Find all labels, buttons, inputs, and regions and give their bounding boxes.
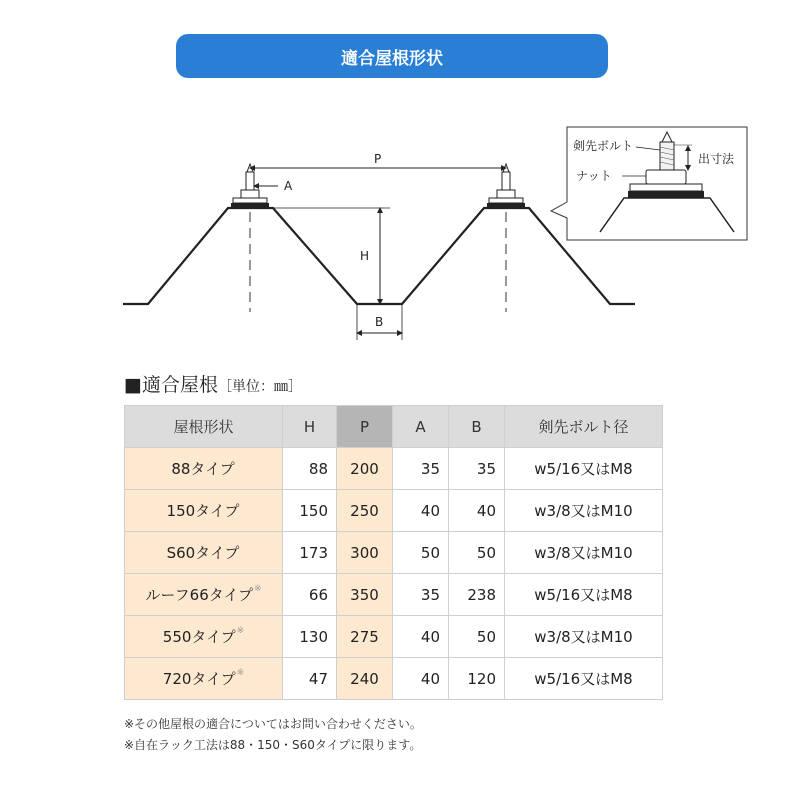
roof-type-cell-text: 88タイプ <box>171 460 235 478</box>
b-cell <box>449 490 505 532</box>
bolt-diameter-cell <box>505 448 663 490</box>
roof-type-cell-text: 550タイプ <box>162 628 236 646</box>
roof-profile-diagram <box>0 0 800 370</box>
b-cell-text: 120 <box>467 669 496 688</box>
footnote-mark: ※ <box>254 584 262 594</box>
b-cell <box>449 616 505 658</box>
h-cell <box>283 448 337 490</box>
header-roof-type: 屋根形状 <box>125 406 283 448</box>
p-cell <box>337 616 393 658</box>
dim-a-label: A <box>284 179 293 193</box>
bolt-diameter-cell-text: w3/8又はM10 <box>534 628 633 646</box>
a-cell <box>393 574 449 616</box>
b-cell <box>449 658 505 700</box>
table-row <box>125 658 663 700</box>
h-cell <box>283 658 337 700</box>
bolt-diameter-cell <box>505 616 663 658</box>
table-row <box>125 448 663 490</box>
h-cell-text: 66 <box>308 585 328 604</box>
b-cell-text: 35 <box>476 459 496 478</box>
bolt-right <box>487 164 525 207</box>
section-unit: ［単位：㎜］ <box>217 379 302 395</box>
roof-type-cell-text: 720タイプ <box>162 670 236 688</box>
dim-p-label: P <box>374 152 382 166</box>
b-cell <box>449 448 505 490</box>
a-cell <box>393 616 449 658</box>
h-cell <box>283 490 337 532</box>
b-cell-text: 40 <box>476 501 496 520</box>
compatible-roof-table <box>124 405 663 700</box>
p-cell-text: 300 <box>350 543 379 562</box>
table-row <box>125 490 663 532</box>
dim-h-label: H <box>360 249 370 263</box>
bolt-diameter-cell <box>505 532 663 574</box>
table-row <box>125 532 663 574</box>
banner-title: 適合屋根形状 <box>341 48 443 69</box>
bolt-diameter-cell-text: w5/16又はM8 <box>534 586 633 604</box>
roof-type-cell <box>125 616 283 658</box>
h-cell-text: 150 <box>299 501 328 520</box>
section-title <box>124 370 302 397</box>
section-title-text: ■適合屋根 <box>124 374 218 396</box>
header-a: A <box>393 406 449 448</box>
h-cell-text: 130 <box>299 627 328 646</box>
b-cell-text: 238 <box>467 585 496 604</box>
p-cell <box>337 448 393 490</box>
h-cell <box>283 574 337 616</box>
notes <box>124 714 422 756</box>
p-cell-text: 200 <box>350 459 379 478</box>
bolt-diameter-cell-text: w3/8又はM10 <box>534 544 633 562</box>
roof-profile-line <box>123 208 635 304</box>
roof-type-cell <box>125 574 283 616</box>
roof-type-cell-text: 150タイプ <box>166 502 240 520</box>
roof-type-cell <box>125 490 283 532</box>
p-cell <box>337 532 393 574</box>
a-cell-text: 35 <box>420 459 440 478</box>
inset-label-bolt: 剣先ボルト <box>573 139 634 153</box>
header-bolt-diameter: 剣先ボルト径 <box>505 406 663 448</box>
note-1: ※その他屋根の適合についてはお問い合わせください。 <box>124 717 422 731</box>
header-h: H <box>283 406 337 448</box>
table-row <box>125 574 663 616</box>
bolt-diameter-cell-text: w3/8又はM10 <box>534 502 633 520</box>
roof-type-cell-text: S60タイプ <box>166 544 240 562</box>
a-cell-text: 40 <box>420 501 440 520</box>
footnote-mark: ※ <box>236 626 245 636</box>
b-cell <box>449 574 505 616</box>
roof-type-cell <box>125 658 283 700</box>
roof-type-cell-text: ルーフ66タイプ <box>145 586 254 604</box>
a-cell <box>393 448 449 490</box>
h-cell <box>283 616 337 658</box>
p-cell <box>337 658 393 700</box>
bolt-diameter-cell-text: w5/16又はM8 <box>534 670 633 688</box>
p-cell-text: 250 <box>350 501 379 520</box>
p-cell <box>337 490 393 532</box>
a-cell-text: 40 <box>420 627 440 646</box>
bolt-diameter-cell <box>505 574 663 616</box>
bolt-diameter-cell <box>505 490 663 532</box>
p-cell-text: 350 <box>350 585 379 604</box>
header-b: B <box>449 406 505 448</box>
h-cell-text: 47 <box>308 669 328 688</box>
h-cell-text: 173 <box>299 543 328 562</box>
header-p: P <box>337 406 393 448</box>
b-cell <box>449 532 505 574</box>
h-cell-text: 88 <box>308 459 328 478</box>
bolt-diameter-cell-text: w5/16又はM8 <box>534 460 633 478</box>
h-cell <box>283 532 337 574</box>
bolt-diameter-cell <box>505 658 663 700</box>
table-row <box>125 616 663 658</box>
b-cell-text: 50 <box>476 543 496 562</box>
inset-label-nut: ナット <box>576 169 612 183</box>
a-cell-text: 40 <box>420 669 440 688</box>
a-cell-text: 50 <box>420 543 440 562</box>
roof-type-cell <box>125 448 283 490</box>
a-cell <box>393 490 449 532</box>
dim-b-label: B <box>375 315 384 329</box>
roof-type-cell <box>125 532 283 574</box>
a-cell-text: 35 <box>420 585 440 604</box>
note-2: ※自在ラック工法は88・150・S60タイプに限ります。 <box>124 738 422 752</box>
inset-label-protrusion: 出寸法 <box>698 152 735 166</box>
footnote-mark: ※ <box>236 668 245 678</box>
a-cell <box>393 658 449 700</box>
p-cell-text: 275 <box>350 627 379 646</box>
b-cell-text: 50 <box>476 627 496 646</box>
p-cell-text: 240 <box>350 669 379 688</box>
a-cell <box>393 532 449 574</box>
p-cell <box>337 574 393 616</box>
table-header-row <box>125 406 663 448</box>
